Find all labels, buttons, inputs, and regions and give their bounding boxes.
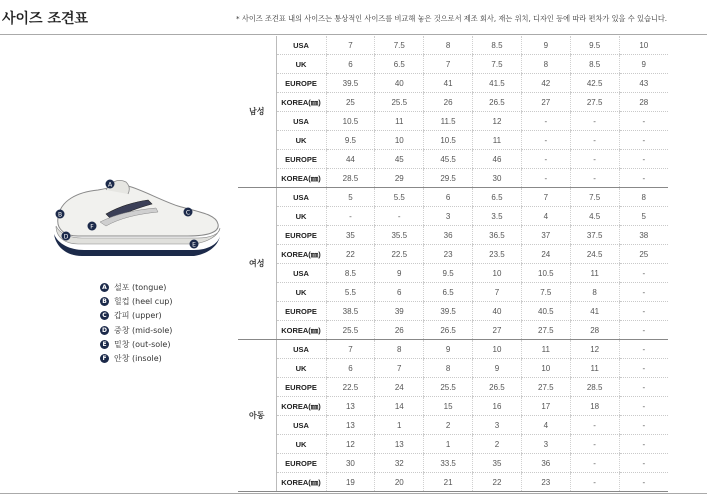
size-value-cell: - bbox=[619, 359, 668, 378]
size-system-label: EUROPE bbox=[276, 226, 326, 245]
size-system-label: USA bbox=[276, 264, 326, 283]
size-value-cell: - bbox=[619, 302, 668, 321]
size-value-cell: 23.5 bbox=[473, 245, 522, 264]
size-value-cell: 41 bbox=[570, 302, 619, 321]
size-system-label: UK bbox=[276, 359, 326, 378]
size-system-label: USA bbox=[276, 188, 326, 207]
size-value-cell: 9 bbox=[619, 55, 668, 74]
legend-text: 설포 (tongue) bbox=[114, 282, 167, 292]
size-value-cell: 17 bbox=[521, 397, 570, 416]
size-value-cell: - bbox=[619, 321, 668, 340]
size-value-cell: 39 bbox=[375, 302, 424, 321]
size-value-cell: 9.5 bbox=[570, 36, 619, 55]
size-value-cell: 6.5 bbox=[375, 55, 424, 74]
size-value-cell: 8 bbox=[570, 283, 619, 302]
size-value-cell: 1 bbox=[424, 435, 473, 454]
size-value-cell: 45.5 bbox=[424, 150, 473, 169]
legend-text: 힐컵 (heel cup) bbox=[114, 296, 173, 306]
legend-item bbox=[100, 294, 172, 308]
top-divider bbox=[0, 34, 707, 35]
size-value-cell: 28.5 bbox=[570, 378, 619, 397]
table-row bbox=[238, 264, 668, 283]
size-value-cell: - bbox=[521, 169, 570, 188]
size-value-cell: 39.5 bbox=[326, 74, 375, 93]
svg-text:E: E bbox=[192, 241, 196, 249]
size-value-cell: 4 bbox=[521, 207, 570, 226]
size-value-cell: 9 bbox=[424, 340, 473, 359]
size-system-label: KOREA(㎜) bbox=[276, 473, 326, 492]
table-row bbox=[238, 321, 668, 340]
legend-item bbox=[100, 323, 172, 337]
legend-badge-a: A bbox=[100, 283, 109, 292]
table-row bbox=[238, 207, 668, 226]
size-system-label: UK bbox=[276, 55, 326, 74]
size-system-label: KOREA(㎜) bbox=[276, 321, 326, 340]
size-value-cell: 30 bbox=[473, 169, 522, 188]
size-value-cell: 41 bbox=[424, 74, 473, 93]
size-value-cell: 7.5 bbox=[570, 188, 619, 207]
size-value-cell: 11 bbox=[375, 112, 424, 131]
shoe-label-d bbox=[62, 232, 71, 241]
shoe-label-e bbox=[190, 240, 199, 249]
size-value-cell: 3 bbox=[473, 416, 522, 435]
size-value-cell: 24 bbox=[375, 378, 424, 397]
size-value-cell: 6 bbox=[424, 188, 473, 207]
size-value-cell: 8 bbox=[375, 340, 424, 359]
size-value-cell: 11 bbox=[521, 340, 570, 359]
size-value-cell: 3 bbox=[521, 435, 570, 454]
size-value-cell: 11.5 bbox=[424, 112, 473, 131]
size-value-cell: 7 bbox=[473, 283, 522, 302]
size-value-cell: - bbox=[570, 150, 619, 169]
size-value-cell: - bbox=[570, 112, 619, 131]
size-value-cell: 42 bbox=[521, 74, 570, 93]
size-value-cell: 10 bbox=[473, 264, 522, 283]
size-value-cell: 38.5 bbox=[326, 302, 375, 321]
size-value-cell: 35.5 bbox=[375, 226, 424, 245]
size-value-cell: 26.5 bbox=[424, 321, 473, 340]
size-system-label: KOREA(㎜) bbox=[276, 397, 326, 416]
size-value-cell: 8.5 bbox=[570, 55, 619, 74]
group-label: 아동 bbox=[238, 340, 276, 492]
size-value-cell: 18 bbox=[570, 397, 619, 416]
table-row bbox=[238, 55, 668, 74]
size-value-cell: 25 bbox=[326, 93, 375, 112]
size-value-cell: 22 bbox=[326, 245, 375, 264]
size-value-cell: 28.5 bbox=[326, 169, 375, 188]
size-disclaimer-note: * 사이즈 조견표 내의 사이즈는 통상적인 사이즈를 비교해 놓은 것으로서 제조 회사, 재는 위치, 디자인 등에 따라 편차가 있을 수 있습니다. bbox=[236, 14, 668, 23]
size-system-label: USA bbox=[276, 112, 326, 131]
legend-badge-d: D bbox=[100, 326, 109, 335]
size-system-label: UK bbox=[276, 207, 326, 226]
size-value-cell: 3.5 bbox=[473, 207, 522, 226]
size-value-cell: 5.5 bbox=[375, 188, 424, 207]
size-value-cell: 7 bbox=[326, 36, 375, 55]
size-value-cell: - bbox=[570, 473, 619, 492]
size-value-cell: 9 bbox=[473, 359, 522, 378]
size-value-cell: 33.5 bbox=[424, 454, 473, 473]
size-value-cell: - bbox=[619, 264, 668, 283]
size-value-cell: - bbox=[521, 131, 570, 150]
size-value-cell: 7 bbox=[326, 340, 375, 359]
table-row bbox=[238, 378, 668, 397]
size-value-cell: 23 bbox=[424, 245, 473, 264]
size-value-cell: - bbox=[619, 131, 668, 150]
size-value-cell: - bbox=[570, 131, 619, 150]
svg-text:D: D bbox=[63, 233, 69, 241]
size-value-cell: 40 bbox=[473, 302, 522, 321]
table-row bbox=[238, 93, 668, 112]
size-value-cell: 13 bbox=[326, 416, 375, 435]
size-value-cell: 7.5 bbox=[521, 283, 570, 302]
size-value-cell: 40.5 bbox=[521, 302, 570, 321]
size-value-cell: 37 bbox=[521, 226, 570, 245]
size-system-label: UK bbox=[276, 435, 326, 454]
size-value-cell: 4 bbox=[521, 416, 570, 435]
legend-badge-f: F bbox=[100, 354, 109, 363]
page-title: 사이즈 조견표 bbox=[2, 11, 89, 27]
size-value-cell: 26.5 bbox=[473, 378, 522, 397]
size-value-cell: 26 bbox=[375, 321, 424, 340]
size-system-label: USA bbox=[276, 36, 326, 55]
size-value-cell: 8 bbox=[424, 359, 473, 378]
size-chart-body bbox=[238, 36, 668, 492]
size-value-cell: - bbox=[619, 169, 668, 188]
size-value-cell: 11 bbox=[473, 131, 522, 150]
size-system-label: USA bbox=[276, 416, 326, 435]
size-system-label: EUROPE bbox=[276, 454, 326, 473]
size-value-cell: 39.5 bbox=[424, 302, 473, 321]
size-value-cell: 25.5 bbox=[326, 321, 375, 340]
size-value-cell: - bbox=[570, 169, 619, 188]
size-value-cell: 8 bbox=[521, 55, 570, 74]
legend-item bbox=[100, 309, 172, 323]
size-value-cell: 29 bbox=[375, 169, 424, 188]
size-value-cell: 12 bbox=[473, 112, 522, 131]
size-value-cell: 12 bbox=[326, 435, 375, 454]
size-value-cell: 10.5 bbox=[424, 131, 473, 150]
size-value-cell: 10 bbox=[473, 340, 522, 359]
legend-item bbox=[100, 280, 172, 294]
table-row bbox=[238, 340, 668, 359]
size-value-cell: 24 bbox=[521, 245, 570, 264]
size-value-cell: 28 bbox=[619, 93, 668, 112]
size-value-cell: 13 bbox=[375, 435, 424, 454]
size-value-cell: 26.5 bbox=[473, 93, 522, 112]
table-row bbox=[238, 283, 668, 302]
size-value-cell: 7.5 bbox=[375, 36, 424, 55]
size-value-cell: 23 bbox=[521, 473, 570, 492]
size-value-cell: 9 bbox=[521, 36, 570, 55]
size-value-cell: - bbox=[619, 435, 668, 454]
size-value-cell: 11 bbox=[570, 359, 619, 378]
size-value-cell: 36 bbox=[521, 454, 570, 473]
table-row bbox=[238, 416, 668, 435]
table-row bbox=[238, 473, 668, 492]
size-value-cell: - bbox=[619, 340, 668, 359]
table-row bbox=[238, 150, 668, 169]
size-value-cell: 8.5 bbox=[473, 36, 522, 55]
shoe-label-f bbox=[88, 222, 97, 231]
table-row bbox=[238, 169, 668, 188]
legend-item bbox=[100, 337, 172, 351]
size-value-cell: - bbox=[570, 435, 619, 454]
size-system-label: USA bbox=[276, 340, 326, 359]
size-value-cell: 15 bbox=[424, 397, 473, 416]
group-label: 여성 bbox=[238, 188, 276, 340]
shoe-illustration bbox=[48, 170, 228, 260]
size-chart-table bbox=[238, 36, 668, 492]
size-value-cell: 22.5 bbox=[375, 245, 424, 264]
size-value-cell: 5 bbox=[326, 188, 375, 207]
table-row bbox=[238, 302, 668, 321]
size-value-cell: - bbox=[619, 397, 668, 416]
size-value-cell: 40 bbox=[375, 74, 424, 93]
size-value-cell: 8.5 bbox=[326, 264, 375, 283]
size-value-cell: - bbox=[619, 150, 668, 169]
legend-text: 중창 (mid-sole) bbox=[114, 325, 173, 335]
size-value-cell: 36.5 bbox=[473, 226, 522, 245]
size-value-cell: 6 bbox=[375, 283, 424, 302]
size-value-cell: 14 bbox=[375, 397, 424, 416]
legend-badge-b: B bbox=[100, 297, 109, 306]
size-value-cell: 25.5 bbox=[424, 378, 473, 397]
svg-text:A: A bbox=[107, 181, 113, 189]
size-value-cell: 44 bbox=[326, 150, 375, 169]
size-value-cell: 35 bbox=[473, 454, 522, 473]
size-value-cell: 36 bbox=[424, 226, 473, 245]
size-value-cell: 5.5 bbox=[326, 283, 375, 302]
size-value-cell: 38 bbox=[619, 226, 668, 245]
legend-text: 갑피 (upper) bbox=[114, 311, 162, 321]
size-value-cell: 41.5 bbox=[473, 74, 522, 93]
table-row bbox=[238, 131, 668, 150]
size-value-cell: - bbox=[619, 283, 668, 302]
size-value-cell: 2 bbox=[473, 435, 522, 454]
size-system-label: EUROPE bbox=[276, 74, 326, 93]
svg-text:B: B bbox=[57, 211, 63, 219]
size-system-label: EUROPE bbox=[276, 150, 326, 169]
size-system-label: KOREA(㎜) bbox=[276, 93, 326, 112]
size-value-cell: 46 bbox=[473, 150, 522, 169]
size-value-cell: 9.5 bbox=[424, 264, 473, 283]
size-value-cell: 2 bbox=[424, 416, 473, 435]
size-value-cell: - bbox=[521, 150, 570, 169]
size-value-cell: 27 bbox=[521, 93, 570, 112]
size-value-cell: 10.5 bbox=[326, 112, 375, 131]
size-value-cell: 29.5 bbox=[424, 169, 473, 188]
size-value-cell: 25 bbox=[619, 245, 668, 264]
size-value-cell: 10.5 bbox=[521, 264, 570, 283]
legend-text: 밑창 (out-sole) bbox=[114, 339, 171, 349]
size-value-cell: 6.5 bbox=[424, 283, 473, 302]
size-value-cell: 26 bbox=[424, 93, 473, 112]
table-row bbox=[238, 36, 668, 55]
shoe-label-c bbox=[184, 208, 193, 217]
size-value-cell: 8 bbox=[619, 188, 668, 207]
size-value-cell: 16 bbox=[473, 397, 522, 416]
legend-item bbox=[100, 351, 172, 365]
size-value-cell: 7 bbox=[375, 359, 424, 378]
size-value-cell: - bbox=[375, 207, 424, 226]
table-row bbox=[238, 188, 668, 207]
shoe-parts-legend bbox=[100, 280, 172, 366]
size-value-cell: - bbox=[326, 207, 375, 226]
size-value-cell: 9 bbox=[375, 264, 424, 283]
size-value-cell: 5 bbox=[619, 207, 668, 226]
size-system-label: KOREA(㎜) bbox=[276, 169, 326, 188]
size-value-cell: 43 bbox=[619, 74, 668, 93]
svg-text:F: F bbox=[90, 223, 94, 231]
size-value-cell: - bbox=[619, 416, 668, 435]
size-value-cell: 22.5 bbox=[326, 378, 375, 397]
shoe-label-a bbox=[106, 180, 115, 189]
size-value-cell: - bbox=[521, 112, 570, 131]
size-value-cell: 3 bbox=[424, 207, 473, 226]
size-system-label: EUROPE bbox=[276, 302, 326, 321]
size-value-cell: 6 bbox=[326, 359, 375, 378]
size-value-cell: - bbox=[619, 378, 668, 397]
table-row bbox=[238, 454, 668, 473]
size-value-cell: 7.5 bbox=[473, 55, 522, 74]
size-value-cell: 27.5 bbox=[521, 321, 570, 340]
size-system-label: KOREA(㎜) bbox=[276, 245, 326, 264]
size-value-cell: 8 bbox=[424, 36, 473, 55]
size-system-label: UK bbox=[276, 131, 326, 150]
shoe-label-b bbox=[56, 210, 65, 219]
size-value-cell: 9.5 bbox=[326, 131, 375, 150]
size-value-cell: 28 bbox=[570, 321, 619, 340]
bottom-divider bbox=[0, 493, 707, 494]
table-row bbox=[238, 397, 668, 416]
size-value-cell: - bbox=[570, 416, 619, 435]
size-value-cell: 25.5 bbox=[375, 93, 424, 112]
size-value-cell: 32 bbox=[375, 454, 424, 473]
size-value-cell: 27 bbox=[473, 321, 522, 340]
size-value-cell: - bbox=[570, 454, 619, 473]
size-value-cell: 12 bbox=[570, 340, 619, 359]
svg-text:C: C bbox=[185, 209, 191, 217]
size-value-cell: 7 bbox=[424, 55, 473, 74]
legend-badge-e: E bbox=[100, 340, 109, 349]
size-system-label: UK bbox=[276, 283, 326, 302]
size-value-cell: 30 bbox=[326, 454, 375, 473]
table-row bbox=[238, 245, 668, 264]
size-value-cell: 7 bbox=[521, 188, 570, 207]
size-system-label: EUROPE bbox=[276, 378, 326, 397]
size-value-cell: - bbox=[619, 112, 668, 131]
table-row bbox=[238, 226, 668, 245]
size-value-cell: 27.5 bbox=[521, 378, 570, 397]
table-row bbox=[238, 112, 668, 131]
size-value-cell: 20 bbox=[375, 473, 424, 492]
size-value-cell: 13 bbox=[326, 397, 375, 416]
size-value-cell: 35 bbox=[326, 226, 375, 245]
size-value-cell: 24.5 bbox=[570, 245, 619, 264]
table-row bbox=[238, 435, 668, 454]
size-value-cell: 4.5 bbox=[570, 207, 619, 226]
legend-text: 안창 (insole) bbox=[114, 354, 162, 364]
size-value-cell: 11 bbox=[570, 264, 619, 283]
group-label: 남성 bbox=[238, 36, 276, 188]
size-value-cell: 37.5 bbox=[570, 226, 619, 245]
size-value-cell: 27.5 bbox=[570, 93, 619, 112]
size-value-cell: 10 bbox=[375, 131, 424, 150]
size-value-cell: 6 bbox=[326, 55, 375, 74]
size-value-cell: 6.5 bbox=[473, 188, 522, 207]
size-value-cell: - bbox=[619, 454, 668, 473]
size-value-cell: 45 bbox=[375, 150, 424, 169]
size-value-cell: 10 bbox=[619, 36, 668, 55]
size-value-cell: 10 bbox=[521, 359, 570, 378]
size-value-cell: - bbox=[619, 473, 668, 492]
size-value-cell: 22 bbox=[473, 473, 522, 492]
table-row bbox=[238, 74, 668, 93]
size-value-cell: 21 bbox=[424, 473, 473, 492]
legend-badge-c: C bbox=[100, 311, 109, 320]
size-value-cell: 42.5 bbox=[570, 74, 619, 93]
table-row bbox=[238, 359, 668, 378]
size-value-cell: 1 bbox=[375, 416, 424, 435]
size-value-cell: 19 bbox=[326, 473, 375, 492]
